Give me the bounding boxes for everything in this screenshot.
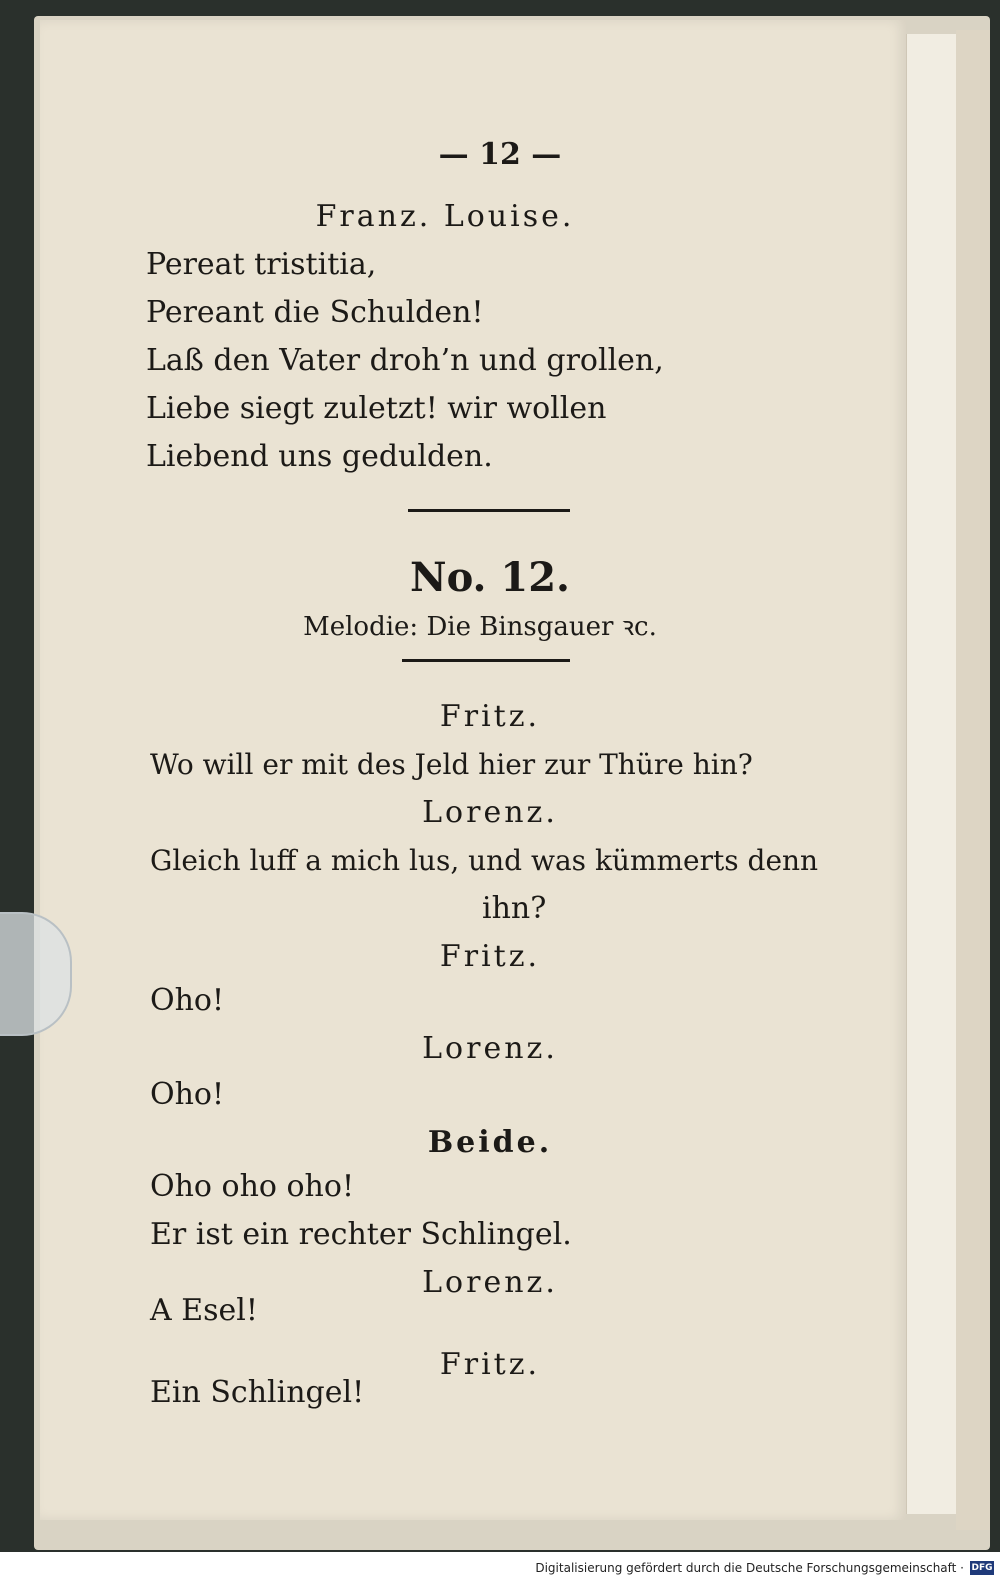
song-number-heading: No. 12. (410, 554, 570, 601)
verse-line: A Esel! (150, 1293, 258, 1328)
divider-rule (408, 509, 570, 512)
dfg-logo: DFG (971, 1563, 993, 1573)
verse-line: Pereat tristitia, (146, 247, 377, 282)
speaker-label: Lorenz. (422, 795, 558, 830)
verse-line: Liebend uns gedulden. (146, 439, 493, 474)
verse-line-continuation: ihn? (482, 891, 547, 926)
melody-line: Melodie: Die Binsgauer ꝛc. (303, 612, 657, 642)
speaker-label: Beide. (427, 1125, 553, 1160)
page-number: — 12 — (438, 137, 562, 172)
speaker-label: Fritz. (439, 939, 541, 974)
speaker-label: Fritz. (439, 1347, 541, 1382)
footer-text: Digitalisierung gefördert durch die Deutsche Forschungsgemeinschaft · (535, 1561, 964, 1575)
verse-line: Laß den Vater droh’n und grollen, (146, 343, 664, 378)
digitization-footer (0, 1552, 1000, 1584)
verse-line: Er ist ein rechter Schlingel. (150, 1217, 572, 1252)
page-edge (906, 34, 957, 1514)
speaker-label: Lorenz. (422, 1031, 558, 1066)
verse-line: Pereant die Schulden! (146, 295, 484, 330)
verse-line: Oho! (150, 1077, 225, 1112)
divider-rule (402, 659, 570, 662)
verse-line: Oho oho oho! (150, 1169, 354, 1204)
speaker-label: Fritz. (439, 699, 541, 734)
verse-line: Gleich luff a mich lus, und was kümmerts denn (150, 844, 819, 877)
facing-page (956, 30, 990, 1530)
verse-line: Ein Schlingel! (150, 1375, 365, 1410)
verse-line: Oho! (150, 983, 225, 1018)
speaker-label: Lorenz. (422, 1265, 558, 1300)
verse-line: Wo will er mit des Jeld hier zur Thüre hin? (150, 748, 753, 781)
verse-line: Liebe siegt zuletzt! wir wollen (146, 391, 607, 426)
speaker-label: Franz. Louise. (315, 199, 575, 234)
